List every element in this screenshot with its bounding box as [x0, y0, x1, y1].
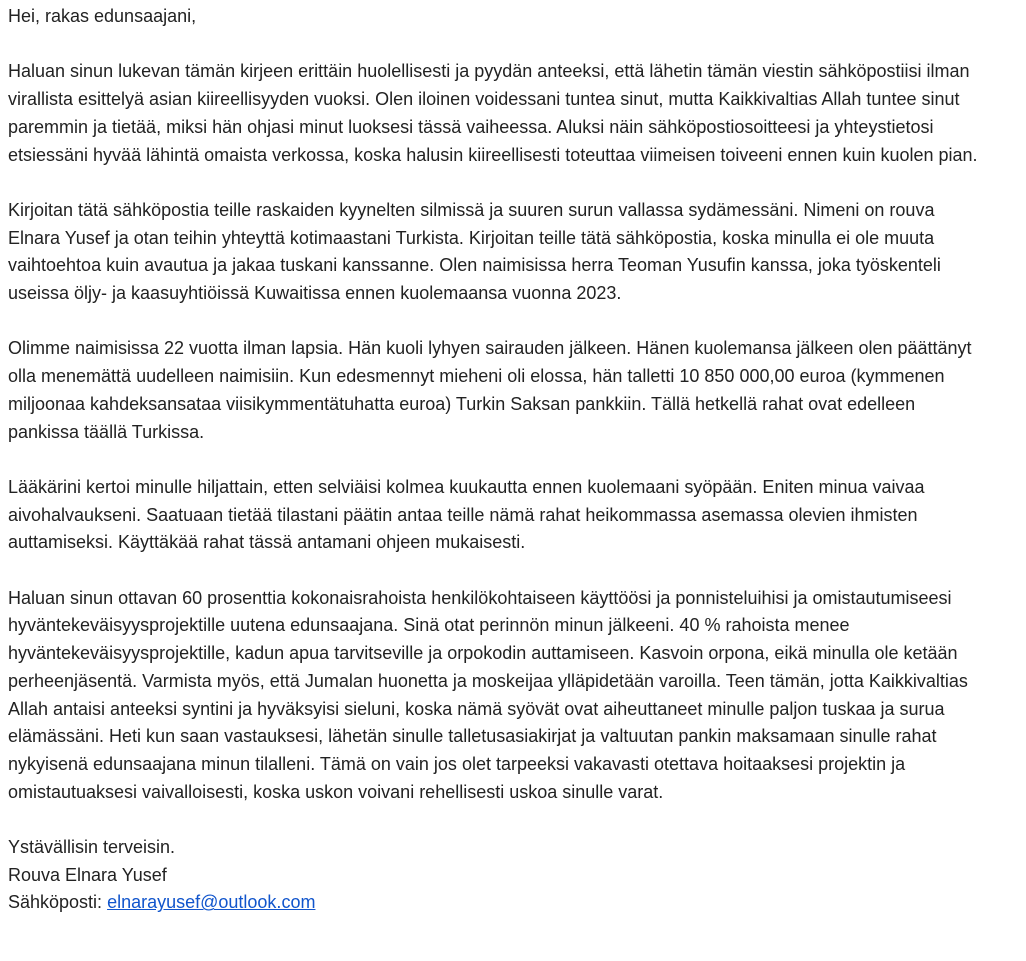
text-line: pankissa täällä Turkissa.: [8, 421, 205, 442]
text-line: miljoonaa kahdeksansataa viisikymmentätuhatta euroa) Turkin Saksan pankkiin. Tällä hetkellä rahat ovat edelleen: [8, 393, 916, 414]
closing: Ystävällisin terveisin.: [8, 837, 176, 857]
text-line: useissa öljy- ja kaasuyhtiöissä Kuwaitissa ennen kuolemaansa vuonna 2023.: [8, 283, 622, 303]
paragraph-4: [8, 474, 1026, 557]
email-label: Sähköposti:: [8, 892, 108, 913]
text-line: Allah antaisi anteeksi syntini ja hyväksyisi sieluni, koska nämä syövät ovat aiheuttaneet minulle paljon tuskaa ja surua: [8, 698, 945, 719]
text-line: Haluan sinun ottavan 60 prosenttia kokonaisrahoista henkilökohtaiseen käyttöösi ja ponnisteluihisi ja omistautumiseesi: [8, 587, 952, 608]
text-line: olla menemättä uudelleen naimisiin. Kun edesmennyt mieheni oli elossa, hän talletti 10 850 000,00 euroa (kymmenen: [8, 366, 945, 387]
paragraph-3: [8, 335, 1026, 446]
text-line: etsiessäni hyvää lähintä omaista verkossa, koska halusin kiireellisesti toteuttaa viimeisen toiveeni ennen kuin kuolen pian.: [8, 144, 978, 165]
text-line: aivohalvaukseni. Saatuaan tietää tilastani päätin antaa teille nämä rahat heikommassa asemassa olevien ihmisten: [8, 504, 918, 525]
text-line: elämässäni. Heti kun saan vastauksesi, lähetän sinulle talletusasiakirjat ja valtuutan pankin maksamaan sinulle rahat: [8, 726, 937, 747]
text-line: paremmin ja tietää, miksi hän ohjasi minut luoksesi tässä vaiheessa. Aluksi näin sähköpostiosoitteesi ja yhteystietosi: [8, 116, 934, 137]
paragraph-2: [8, 197, 1026, 308]
text-line: Haluan sinun lukevan tämän kirjeen erittäin huolellisesti ja pyydän anteeksi, että lähetin tämän viestin sähköpostiisi ilman: [8, 61, 970, 82]
text-line: perheenjäsentä. Varmista myös, että Jumalan huonetta ja moskeijaa ylläpidetään varoilla. Teen tämän, jotta Kaikkivaltias: [8, 670, 968, 691]
paragraph-1: [8, 58, 1026, 169]
email-link[interactable]: elnarayusef@outlook.com: [107, 892, 316, 913]
text-line: Elnara Yusef ja otan teihin yhteyttä kotimaastani Turkista. Kirjoitan teille tätä sähköpostia, koska minulla ei ole muuta: [8, 227, 935, 248]
text-line: omistautuaksesi vaivalloisesti, koska uskon voivani rehellisesti uskoa sinulle varat.: [8, 781, 664, 802]
email-contact: [8, 889, 1026, 917]
text-line: Lääkärini kertoi minulle hiljattain, etten selviäisi kolmea kuukautta ennen kuolemaani syöpään. Eniten minua vaivaa: [8, 476, 925, 497]
signature-name: Rouva Elnara Yusef: [8, 864, 167, 885]
greeting-text: Hei, rakas edunsaajani,: [8, 6, 197, 26]
greeting: [8, 3, 1026, 31]
text-line: virallista esittelyä asian kiireellisyyden vuoksi. Olen iloinen voidessani tuntea sinut, mutta Kaikkivaltias Allah tuntee sinut: [8, 89, 960, 110]
signature-block: [8, 834, 1026, 917]
text-line: hyväntekeväisyysprojektille, kadun apua tarvitseville ja orpokodin auttamiseen. Kasvoin orpona, eikä minulla ole ketään: [8, 643, 958, 664]
text-line: nykyisenä edunsaajana minun tilalleni. Tämä on vain jos olet tarpeeksi vakavasti otettava hoitaaksesi projektin ja: [8, 753, 906, 774]
paragraph-5: [8, 585, 1026, 807]
text-line: Olimme naimisissa 22 vuotta ilman lapsia. Hän kuoli lyhyen sairauden jälkeen. Hänen kuolemansa jälkeen olen päättänyt: [8, 338, 972, 359]
text-line: vaihtoehtoa kuin avautua ja jakaa tuskani kanssanne. Olen naimisissa herra Teoman Yusufin kanssa, joka työskenteli: [8, 255, 941, 276]
text-line: auttamiseksi. Käyttäkää rahat tässä antamani ohjeen mukaisesti.: [8, 532, 526, 553]
text-line: hyväntekeväisyysprojektille uutena edunsaajana. Sinä otat perinnön minun jälkeeni. 40 % rahoista menee: [8, 615, 850, 636]
text-line: Kirjoitan tätä sähköpostia teille raskaiden kyynelten silmissä ja suuren surun vallassa sydämessäni. Nimeni on rouva: [8, 199, 935, 220]
